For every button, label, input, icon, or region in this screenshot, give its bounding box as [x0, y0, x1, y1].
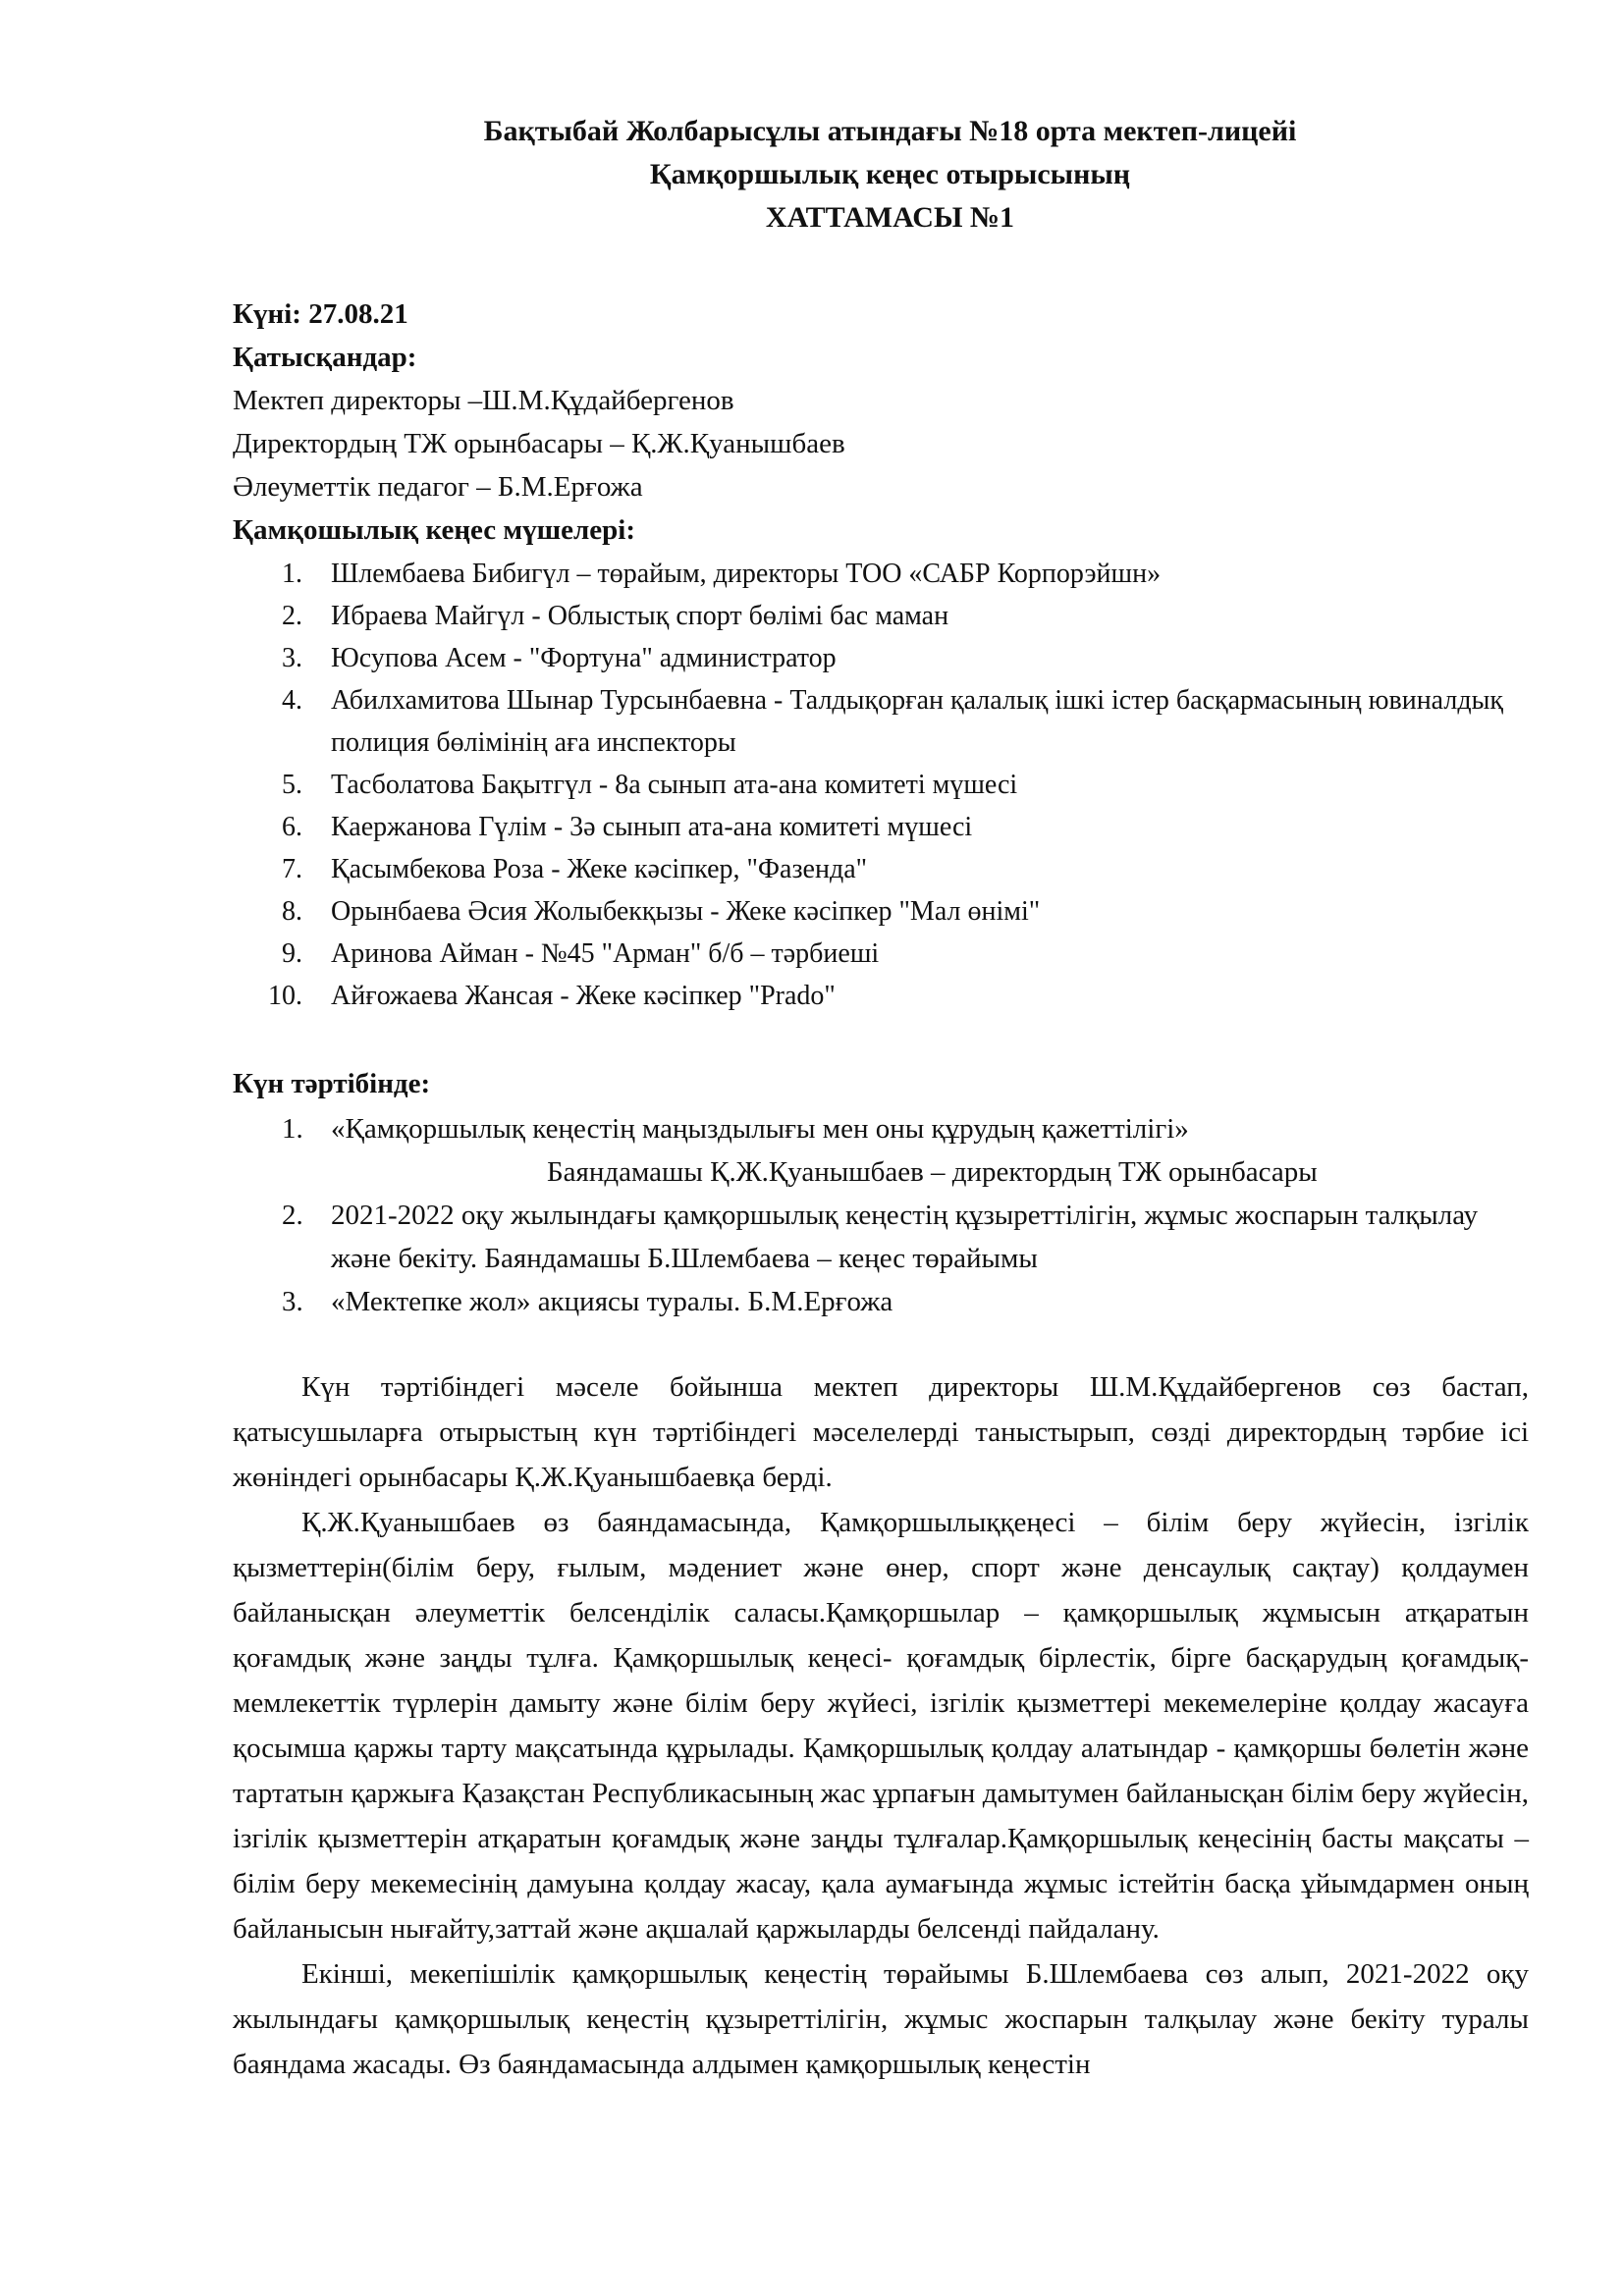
participant-item: Әлеуметтік педагог – Б.М.Ерғожа	[233, 471, 643, 503]
list-item	[233, 637, 1539, 679]
paragraph: Екінші, мекепішілік қамқоршылық кеңестің төрайымы Б.Шлембаева сөз алып, 2021-2022 оқу жылындағы қамқоршылық кеңестің құзыреттілігін, жұмыс жоспарын талқылау және бекіту туралы баяндама жасады. Өз баяндамасында алдымен қамқоршылық кеңестін	[233, 1958, 1529, 2080]
participant-item: Директордың ТЖ орынбасары – Қ.Ж.Қуанышбаев	[233, 428, 845, 459]
meta-block	[233, 293, 1539, 552]
member-text: Шлембаева Бибигүл – төрайым, директоры ТОО «САБР Корпорэйшн»	[331, 559, 1162, 589]
agenda-item	[233, 1107, 1539, 1194]
member-text: Юсупова Асем - "Фортуна" администратор	[331, 643, 837, 673]
document-header	[0, 110, 1623, 240]
paragraph: Қ.Ж.Қуанышбаев өз баяндамасында, Қамқоршылыққеңесі – білім беру жүйесін, ізгілік қызметтерін(білім беру, ғылым, мәдениет және өнер, спорт және денсаулық сақтау) қолдаумен байланысқан әлеуметтік белсенділік саласы.Қамқоршылар – қамқоршылық жұмысын атқаратын қоғамдық және заңды тұлға. Қамқоршылық кеңесі- қоғамдық бірлестік, бірге басқарудың қоғамдық-мемлекеттік түрлерін дамыту және білім беру жүйесі, ізгілік қызметтері мекемелеріне қолдау жасауға қосымша қаржы тарту мақсатында құрылады. Қамқоршылық қолдау алатындар - қамқоршы бөлетін және тартатын қаржыға Қазақстан Республикасының жас ұрпағын дамытумен байланысқан білім беру жүйесін, ізгілік қызметтерін атқаратын қоғамдық және заңды тұлғалар.Қамқоршылық кеңесінің басты мақсаты – білім беру мекемесінің дамуына қолдау жасау, қала аумағында жұмыс істейтін басқа ұйымдармен оның байланысын нығайту,заттай және ақшалай қаржыларды белсенді пайдалану.	[233, 1507, 1529, 1945]
agenda-heading: Күн тәртібінде:	[233, 1068, 431, 1099]
agenda-speaker: Баяндамашы Қ.Ж.Қуанышбаев – директордың ТЖ орынбасары	[547, 1156, 1318, 1188]
list-number: 3.	[282, 1286, 303, 1317]
list-number: 10.	[268, 981, 302, 1011]
list-number: 9.	[282, 938, 302, 969]
member-text: Тасболатова Бақытгүл - 8а сынып ата-ана комитеті мүшесі	[331, 770, 1018, 800]
list-number: 7.	[282, 854, 302, 884]
list-item	[233, 679, 1539, 764]
agenda-text: «Мектепке жол» акциясы туралы. Б.М.Ерғожа	[331, 1286, 893, 1317]
list-item	[233, 848, 1539, 890]
participants-heading: Қатысқандар:	[233, 342, 417, 373]
agenda-text: «Қамқоршылық кеңестің маңыздылығы мен оны құрудың қажеттілігі»	[331, 1113, 1189, 1145]
school-name: Бақтыбай Жолбарысұлы атындағы №18 орта мектеп-лицейі	[483, 115, 1297, 147]
member-text: Айғожаева Жансая - Жеке кәсіпкер "Prado"	[331, 981, 836, 1011]
list-number: 1.	[282, 559, 302, 589]
list-item	[233, 975, 1539, 1017]
list-number: 2.	[282, 601, 302, 631]
members-list	[233, 553, 1539, 1017]
member-text: Ибраева Майгүл - Облыстық спорт бөлімі бас маман	[331, 601, 949, 631]
participant-item: Мектеп директоры –Ш.М.Құдайбергенов	[233, 385, 734, 416]
list-number: 1.	[282, 1113, 303, 1145]
body-text	[233, 1364, 1529, 2087]
paragraph: Күн тәртібіндегі мәселе бойынша мектеп директоры Ш.М.Құдайбергенов сөз бастап, қатысушыларға отырыстың күн тәртібіндегі мәселелерді таныстырып, сөзді директордың тәрбие ісі жөніндегі орынбасары Қ.Ж.Қуанышбаевқа берді.	[233, 1371, 1529, 1493]
agenda-text: 2021-2022 оқу жылындағы қамқоршылық кеңестің құзыреттілігін, жұмыс жоспарын талқылау және бекіту. Баяндамашы Б.Шлембаева – кеңес төрайымы	[331, 1200, 1479, 1274]
list-number: 4.	[282, 685, 302, 716]
member-text: Каержанова Гүлім - 3ә сынып ата-ана комитеті мүшесі	[331, 812, 973, 842]
member-text: Орынбаева Әсия Жолыбекқызы - Жеке кәсіпкер "Мал өнімі"	[331, 896, 1041, 927]
member-text: Аринова Айман - №45 "Арман" б/б – тәрбиеші	[331, 938, 880, 969]
meeting-date: Күні: 27.08.21	[233, 298, 408, 330]
agenda-item	[233, 1194, 1539, 1280]
list-item	[233, 764, 1539, 806]
protocol-title: ХАТТАМАСЫ №1	[765, 201, 1015, 234]
list-number: 2.	[282, 1200, 303, 1231]
list-number: 8.	[282, 896, 302, 927]
list-item	[233, 806, 1539, 848]
member-text: Абилхамитова Шынар Турсынбаевна - Талдықорған қалалық ішкі істер басқармасының ювиналдық полиция бөлімінің аға инспекторы	[331, 685, 1503, 758]
list-item	[233, 553, 1539, 595]
list-number: 5.	[282, 770, 302, 800]
list-number: 3.	[282, 643, 302, 673]
list-number: 6.	[282, 812, 302, 842]
list-item	[233, 933, 1539, 975]
agenda-heading-block	[233, 1062, 1539, 1105]
agenda-list	[233, 1107, 1539, 1323]
council-title: Қамқоршылық кеңес отырысының	[649, 158, 1131, 190]
list-item	[233, 595, 1539, 637]
members-heading: Қамқошылық кеңес мүшелері:	[233, 514, 635, 546]
list-item	[233, 890, 1539, 933]
agenda-item	[233, 1280, 1539, 1323]
member-text: Қасымбекова Роза - Жеке кәсіпкер, "Фазенда"	[331, 854, 868, 884]
